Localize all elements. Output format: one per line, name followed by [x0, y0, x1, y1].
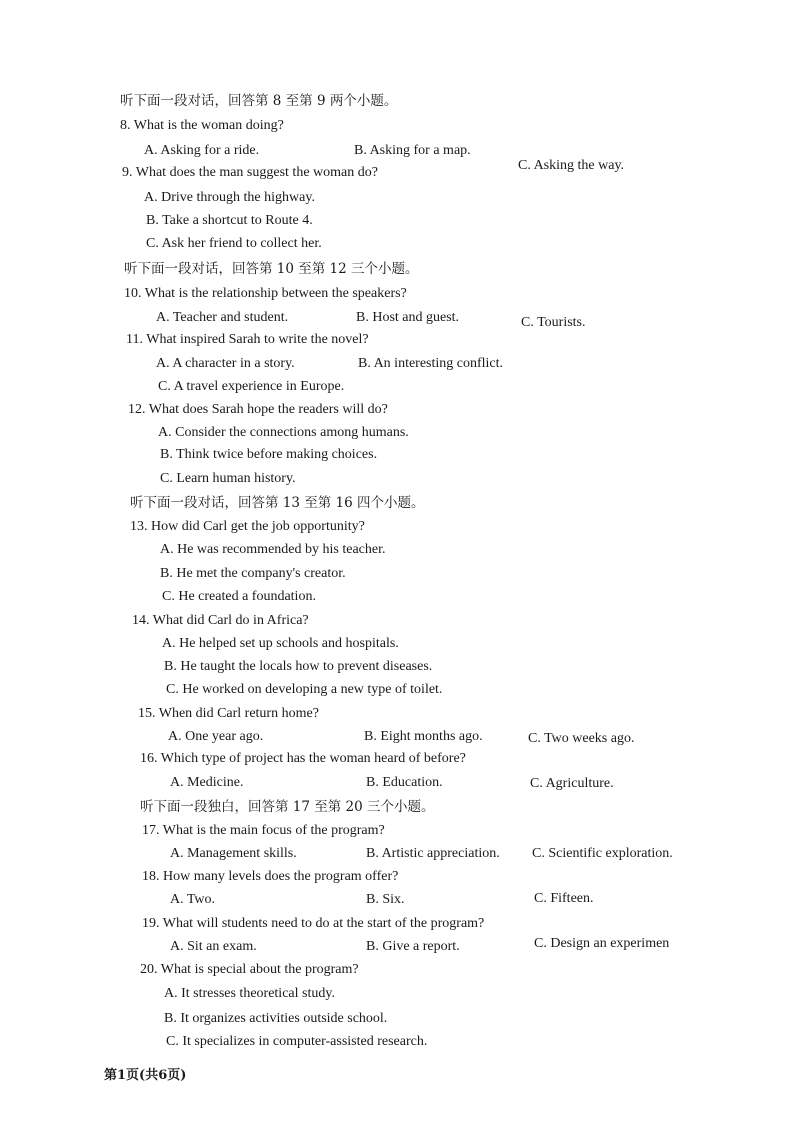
question-17-option-b: B. Artistic appreciation. [366, 846, 500, 861]
question-12-option-a: A. Consider the connections among humans. [158, 425, 409, 440]
question-14-option-b: B. He taught the locals how to prevent diseases. [164, 659, 433, 674]
question-12-option-b: B. Think twice before making choices. [160, 447, 378, 462]
question-18-option-a: A. Two. [170, 892, 216, 907]
question-20-option-c: C. It specializes in computer-assisted research. [166, 1034, 428, 1049]
question-17-option-c: C. Scientific exploration. [532, 846, 673, 861]
question-12-option-c: C. Learn human history. [160, 471, 296, 486]
question-11-option-b: B. An interesting conflict. [358, 356, 504, 371]
question-9-option-b: B. Take a shortcut to Route 4. [146, 213, 313, 228]
question-16-option-b: B. Education. [366, 775, 443, 790]
section-heading-4: 听下面一段独白，回答第 17 至第 20 三个小题。 [140, 799, 435, 815]
question-19-option-b: B. Give a report. [366, 939, 460, 954]
question-9-stem: 9. What does the man suggest the woman do? [122, 165, 378, 180]
question-8-stem: 8. What is the woman doing? [120, 118, 284, 133]
question-10-option-c: C. Tourists. [521, 315, 586, 330]
question-16-stem: 16. Which type of project has the woman heard of before? [140, 751, 466, 766]
question-19-option-c: C. Design an experimen [534, 936, 670, 951]
question-10-option-b: B. Host and guest. [356, 310, 460, 325]
question-15-stem: 15. When did Carl return home? [138, 706, 319, 721]
question-13-stem: 13. How did Carl get the job opportunity? [130, 519, 365, 534]
question-18-option-b: B. Six. [366, 892, 405, 907]
question-13-option-b: B. He met the company's creator. [160, 566, 346, 581]
question-11-stem: 11. What inspired Sarah to write the novel? [126, 332, 369, 347]
question-19-option-a: A. Sit an exam. [170, 939, 257, 954]
question-12-stem: 12. What does Sarah hope the readers will do? [128, 402, 388, 417]
question-15-option-c: C. Two weeks ago. [528, 731, 635, 746]
question-9-option-c: C. Ask her friend to collect her. [146, 236, 322, 251]
section-heading-2: 听下面一段对话，回答第 10 至第 12 三个小题。 [124, 261, 419, 277]
question-11-option-a: A. A character in a story. [156, 356, 295, 371]
question-14-stem: 14. What did Carl do in Africa? [132, 613, 309, 628]
question-15-option-a: A. One year ago. [168, 729, 264, 744]
question-8-option-a: A. Asking for a ride. [144, 143, 260, 158]
question-18-stem: 18. How many levels does the program offer? [142, 869, 399, 884]
question-8-option-b: B. Asking for a map. [354, 143, 471, 158]
question-13-option-a: A. He was recommended by his teacher. [160, 542, 386, 557]
page-footer: 第1页(共6页) [104, 1068, 187, 1083]
question-8-option-c: C. Asking the way. [518, 158, 625, 173]
question-14-option-c: C. He worked on developing a new type of toilet. [166, 682, 443, 697]
question-20-option-b: B. It organizes activities outside school. [164, 1011, 388, 1026]
question-20-option-a: A. It stresses theoretical study. [164, 986, 335, 1001]
question-20-stem: 20. What is special about the program? [140, 962, 359, 977]
question-19-stem: 19. What will students need to do at the start of the program? [142, 916, 485, 931]
question-10-option-a: A. Teacher and student. [156, 310, 289, 325]
question-17-option-a: A. Management skills. [170, 846, 297, 861]
section-heading-1: 听下面一段对话，回答第 8 至第 9 两个小题。 [120, 93, 398, 109]
question-17-stem: 17. What is the main focus of the program? [142, 823, 385, 838]
question-15-option-b: B. Eight months ago. [364, 729, 483, 744]
question-16-option-c: C. Agriculture. [530, 776, 614, 791]
question-13-option-c: C. He created a foundation. [162, 589, 316, 604]
question-16-option-a: A. Medicine. [170, 775, 244, 790]
question-10-stem: 10. What is the relationship between the speakers? [124, 286, 407, 301]
question-14-option-a: A. He helped set up schools and hospitals. [162, 636, 399, 651]
question-11-option-c: C. A travel experience in Europe. [158, 379, 345, 394]
section-heading-3: 听下面一段对话，回答第 13 至第 16 四个小题。 [130, 495, 425, 511]
question-9-option-a: A. Drive through the highway. [144, 190, 315, 205]
question-18-option-c: C. Fifteen. [534, 891, 594, 906]
